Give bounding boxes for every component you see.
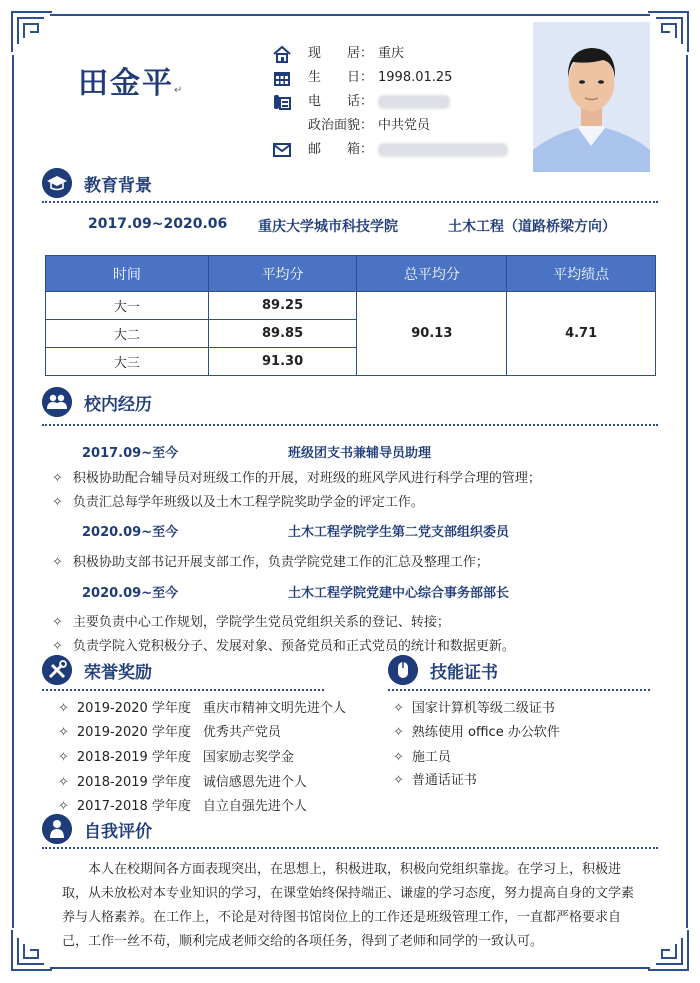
honor-item: ✧ 2019-2020 学年度 优秀共产党员	[58, 725, 281, 740]
col-header-time: 时间	[46, 256, 209, 292]
list-item: ✧ 负责汇总每学年班级以及土木工程学院奖助学金的评定工作。	[52, 495, 424, 510]
exp-role: 土木工程学院学生第二党支部组织委员	[288, 525, 510, 540]
info-residence: 现 居： 重庆	[272, 42, 522, 66]
tools-icon	[42, 655, 72, 685]
exp-period: 2017.09~至今	[82, 446, 179, 461]
honor-item: ✧ 2018-2019 学年度 诚信感恩先进个人	[58, 775, 307, 790]
corner-ornament-tr	[648, 8, 692, 52]
skill-item: ✧ 国家计算机等级二级证书	[393, 701, 555, 716]
col-header-avg: 平均分	[208, 256, 357, 292]
divider	[42, 424, 658, 426]
honor-item: ✧ 2017-2018 学年度 自立自强先进个人	[58, 799, 307, 814]
personal-info	[272, 42, 522, 162]
portrait-illustration	[533, 22, 650, 172]
divider	[42, 201, 658, 203]
table-row: 大三 91.30	[46, 348, 656, 376]
people-icon	[42, 387, 72, 417]
edu-period: 2017.09~2020.06	[88, 216, 228, 232]
phone-icon	[272, 93, 292, 111]
honor-item: ✧ 2018-2019 学年度 国家励志奖学金	[58, 750, 294, 765]
mouse-icon	[388, 655, 418, 685]
divider	[388, 689, 650, 691]
honor-item: ✧ 2019-2020 学年度 重庆市精神文明先进个人	[58, 701, 346, 716]
edu-school: 重庆大学城市科技学院	[258, 219, 398, 235]
col-header-total-avg: 总平均分	[357, 256, 507, 292]
list-item: ✧ 主要负责中心工作规划，学院学生党员党组织关系的登记、转接；	[52, 615, 450, 630]
redacted-email	[378, 143, 508, 157]
divider	[42, 689, 324, 691]
list-item: ✧ 负责学院入党积极分子、发展对象、预备党员和正式党员的统计和数据更新。	[52, 639, 515, 654]
grades-table	[45, 255, 656, 376]
skill-item: ✧ 施工员	[393, 750, 451, 765]
person-icon	[42, 814, 72, 844]
corner-ornament-tl	[8, 8, 52, 52]
table-row: 大二 89.85	[46, 320, 656, 348]
exp-period: 2020.09~至今	[82, 525, 179, 540]
info-politics: 政治面貌： 中共党员	[308, 118, 431, 133]
list-item: ✧ 积极协助配合辅导员对班级工作的开展，对班级的班风学风进行科学合理的管理；	[52, 471, 541, 486]
col-header-gpa: 平均绩点	[507, 256, 656, 292]
exp-period: 2020.09~至今	[82, 586, 179, 601]
graduation-cap-icon	[42, 168, 72, 198]
table-header-row	[46, 256, 656, 292]
corner-ornament-bl	[8, 930, 52, 974]
skill-item: ✧ 普通话证书	[393, 773, 477, 788]
table-row: 大一 89.25 90.13 4.71	[46, 292, 656, 320]
person-name: 田金平↵	[78, 66, 185, 101]
exp-role: 班级团支书兼辅导员助理	[288, 446, 432, 461]
total-avg-cell: 90.13	[357, 292, 507, 376]
calendar-icon	[272, 69, 292, 87]
skill-item: ✧ 熟练使用 office 办公软件	[393, 725, 560, 740]
self-evaluation-text: 本人在校期间各方面表现突出，在思想上，积极进取，积极向党组织靠拢。在学习上，积极进取，从未放松对本专业知识的学习，在课堂始终保持端正、谦虚的学习态度，努力提高自身的文学素养与人格素养。在工作上，不论是对待图书馆岗位上的工作还是班级管理工作，一直都严格要求自己，工作一丝不苟，顺利完成老师交给的各项任务，得到了老师和同学的一致认可。	[62, 862, 635, 949]
exp-role: 土木工程学院党建中心综合事务部部长	[288, 586, 510, 601]
gpa-cell: 4.71	[507, 292, 656, 376]
info-phone: 电 话：	[272, 90, 522, 114]
info-birthday: 生 日： 1998.01.25	[272, 66, 522, 90]
redacted-phone	[378, 95, 450, 109]
info-email: 邮 箱：	[272, 138, 522, 162]
edu-major: 土木工程（道路桥梁方向）	[448, 219, 616, 235]
mail-icon	[272, 141, 292, 159]
list-item: ✧ 积极协助支部书记开展支部工作，负责学院党建工作的汇总及整理工作；	[52, 555, 489, 570]
home-icon	[272, 45, 292, 63]
divider	[42, 847, 658, 849]
corner-ornament-br	[648, 930, 692, 974]
profile-photo	[533, 22, 650, 172]
